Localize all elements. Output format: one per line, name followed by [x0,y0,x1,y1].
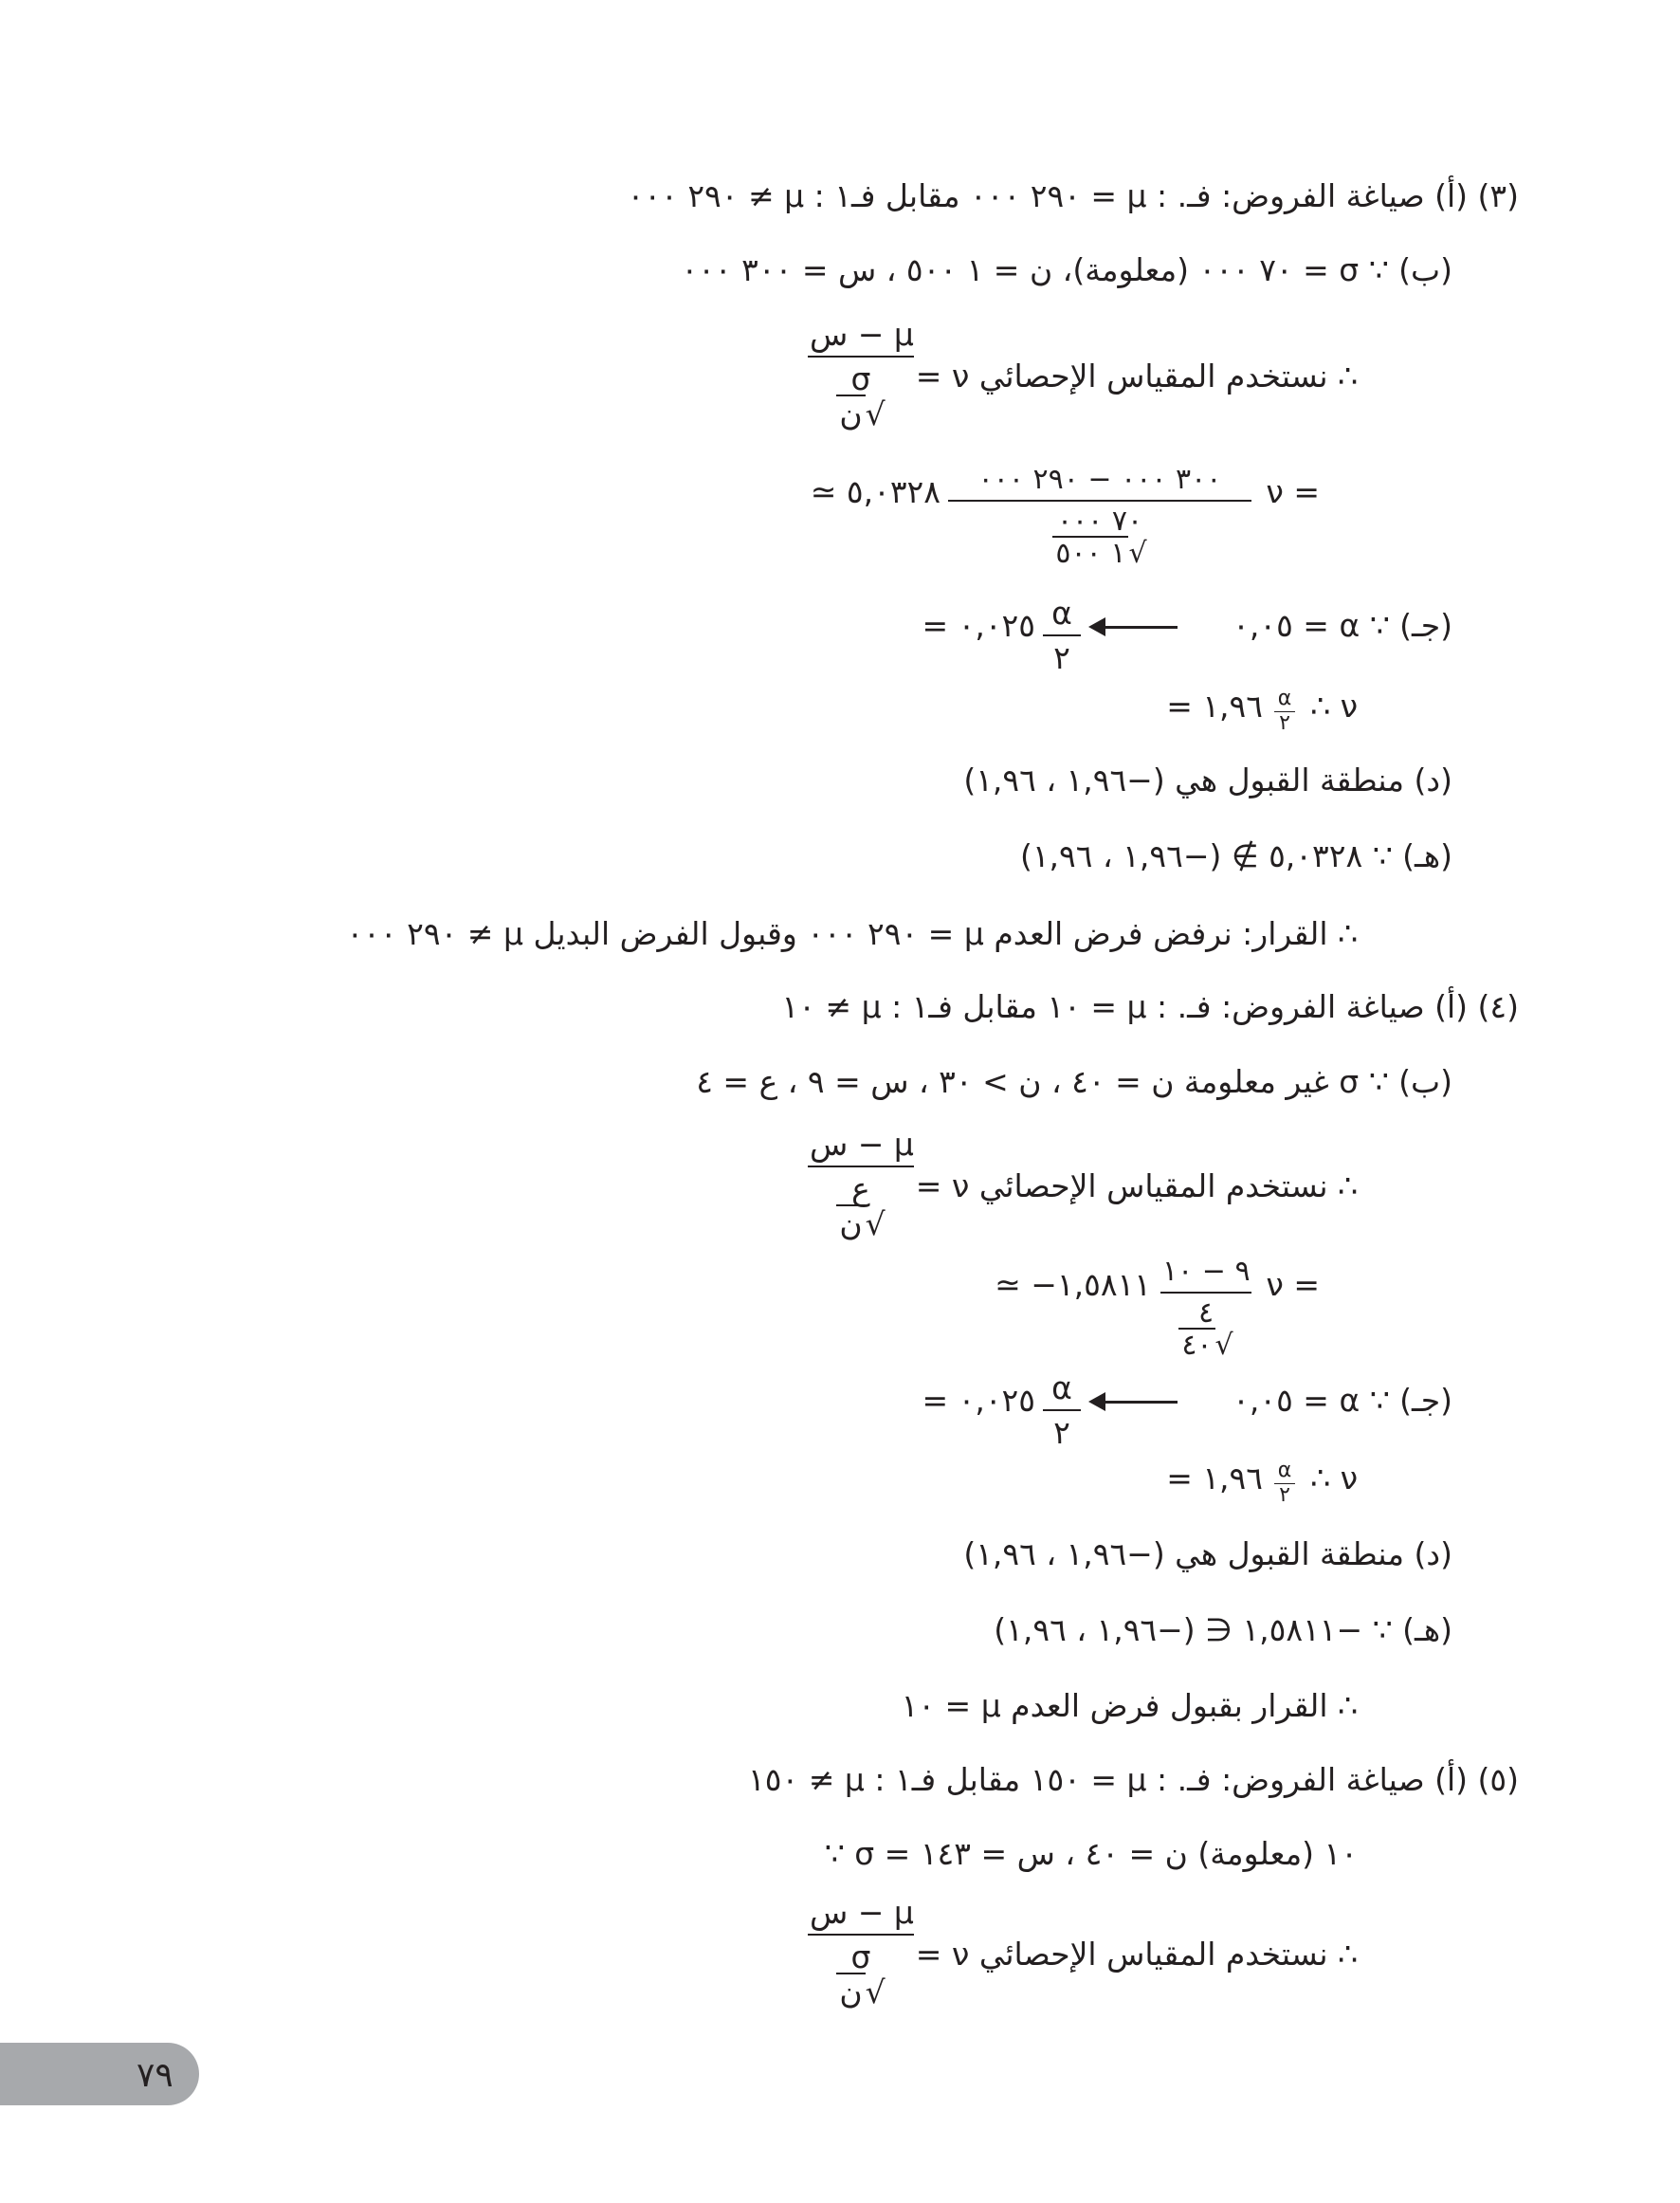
q3-test-membership: (هـ) ∵ ٥,٠٣٢٨ ∌ (−١,٩٦ ، ١,٩٦) [1019,837,1452,874]
page-number: ٧٩ [137,2056,173,2095]
q4-half-alpha [1043,1369,1081,1451]
q4-critical-label: ∴ ν [1310,1459,1358,1496]
q4-hypotheses: (٤) (أ) صياغة الفروض: فـ. : μ = ١٠ مقابل فـ١ : μ ≠ ١٠ [781,988,1519,1025]
sqrt-n [836,1973,885,2008]
q3-calc-result: ≃ ٥,٠٣٢٨ [810,473,940,510]
q4-formula-fraction [808,1126,914,1242]
sqrt-n [1178,1328,1233,1360]
q5-given: ∵ σ = ١٠ (معلومة) ن = ٤٠ ، س = ١٤٣ [824,1835,1358,1872]
radical-icon: √ [865,1205,886,1242]
q4-alpha: (جـ) ∵ α = ٠,٠٥ [1233,1382,1452,1419]
two: ٢ [1279,1483,1290,1507]
radicand: ن [836,1204,865,1239]
radical-icon: √ [865,395,886,432]
q3-calc-numerator: ٣٠٠ ٠٠٠ − ٢٩٠ ٠٠٠ [977,463,1222,496]
sqrt-n [836,1204,886,1242]
q5-hypotheses: (٥) (أ) صياغة الفروض: فـ. : μ = ١٥٠ مقابل فـ١ : μ ≠ ١٥٠ [748,1761,1519,1798]
q3-calc-lhs: ν = [1266,473,1320,510]
radicand: ن [836,395,865,430]
radical-icon: √ [1214,1329,1233,1362]
sigma-symbol: σ [850,1938,871,1975]
two: ٢ [1053,1414,1070,1451]
radical-icon: √ [865,1974,886,2010]
q3-formula-fraction [808,316,914,432]
q5-formula-denominator [808,1936,914,2008]
q3-calc-denominator [948,502,1251,568]
q3-critical-subscript [1274,688,1295,734]
radicand: ٤٠ [1178,1328,1214,1360]
q3-use-statistic: ∴ نستخدم المقياس الإحصائي ν = [915,358,1358,395]
q4-acceptance-region: (د) منطقة القبول هي (−١,٩٦ ، ١,٩٦) [963,1535,1452,1572]
q3-critical-label: ∴ ν [1310,688,1358,725]
radicand: ن [836,1973,865,2008]
alpha: α [1051,595,1072,632]
two: ٢ [1279,711,1290,735]
two: ٢ [1053,639,1070,676]
q4-calc-fraction [1160,1255,1251,1362]
std-dev-value: ٤ [1197,1296,1214,1330]
q4-formula-numerator: س − μ [810,1126,914,1163]
q3-decision: ∴ القرار: نرفض فرض العدم μ = ٢٩٠ ٠٠٠ وقبول الفرض البديل μ ≠ ٢٩٠ ٠٠٠ [346,915,1358,952]
q4-calc-lhs: ν = [1266,1266,1320,1303]
q3-half-alpha [1043,595,1081,676]
implies-arrow-icon [1102,1401,1178,1404]
radical-icon: √ [1128,537,1147,570]
q4-critical-subscript [1274,1460,1295,1506]
q4-use-statistic: ∴ نستخدم المقياس الإحصائي ν = [915,1167,1358,1204]
sqrt-n [1052,536,1146,568]
implies-arrow-icon [1102,626,1178,629]
q4-calc-denominator [1160,1294,1251,1360]
q3-calc-fraction [948,463,1251,570]
q5-formula-fraction [808,1894,914,2010]
sigma-symbol: σ [850,360,871,397]
q3-hypotheses: (٣) (أ) صياغة الفروض: فـ. : μ = ٢٩٠ ٠٠٠ مقابل فـ١ : μ ≠ ٢٩٠ ٠٠٠ [627,177,1519,214]
q4-half-alpha-eq: = ٠,٠٢٥ [922,1382,1035,1419]
q3-formula-numerator: س − μ [810,316,914,353]
q4-calc-result: ≃ −١,٥٨١١ [995,1266,1151,1303]
alpha: α [1277,687,1292,710]
q4-test-membership: (هـ) ∵ −١,٥٨١١ ∈ (−١,٩٦ ، ١,٩٦) [994,1611,1452,1648]
std-dev-symbol: ع [851,1170,870,1207]
q3-alpha: (جـ) ∵ α = ٠,٠٥ [1233,607,1452,644]
radicand: ١ ٥٠٠ [1052,536,1128,568]
sigma-value: ٧٠ ٠٠٠ [1056,505,1143,538]
q3-formula-denominator [808,358,914,430]
q5-use-statistic: ∴ نستخدم المقياس الإحصائي ν = [915,1936,1358,1973]
q4-given: (ب) ∵ σ غير معلومة ن = ٤٠ ، ن > ٣٠ ، س = ٩ ، ع = ٤ [696,1063,1452,1100]
alpha: α [1051,1369,1072,1406]
q4-decision: ∴ القرار بقبول فرض العدم μ = ١٠ [901,1687,1358,1724]
q4-formula-denominator [808,1167,914,1242]
sqrt-n [836,395,885,430]
q3-critical-value: = ١,٩٦ [1166,688,1263,725]
q4-calc-numerator: ٩ − ١٠ [1162,1255,1251,1288]
q3-acceptance-region: (د) منطقة القبول هي (−١,٩٦ ، ١,٩٦) [963,762,1452,799]
q5-formula-numerator: س − μ [810,1894,914,1931]
q3-half-alpha-eq: = ٠,٠٢٥ [922,607,1035,644]
q3-given: (ب) ∵ σ = ٧٠ ٠٠٠ (معلومة)، ن = ١ ٥٠٠ ، س = ٣٠٠ ٠٠٠ [681,251,1452,288]
q4-critical-value: = ١,٩٦ [1166,1459,1263,1496]
alpha: α [1277,1459,1292,1482]
